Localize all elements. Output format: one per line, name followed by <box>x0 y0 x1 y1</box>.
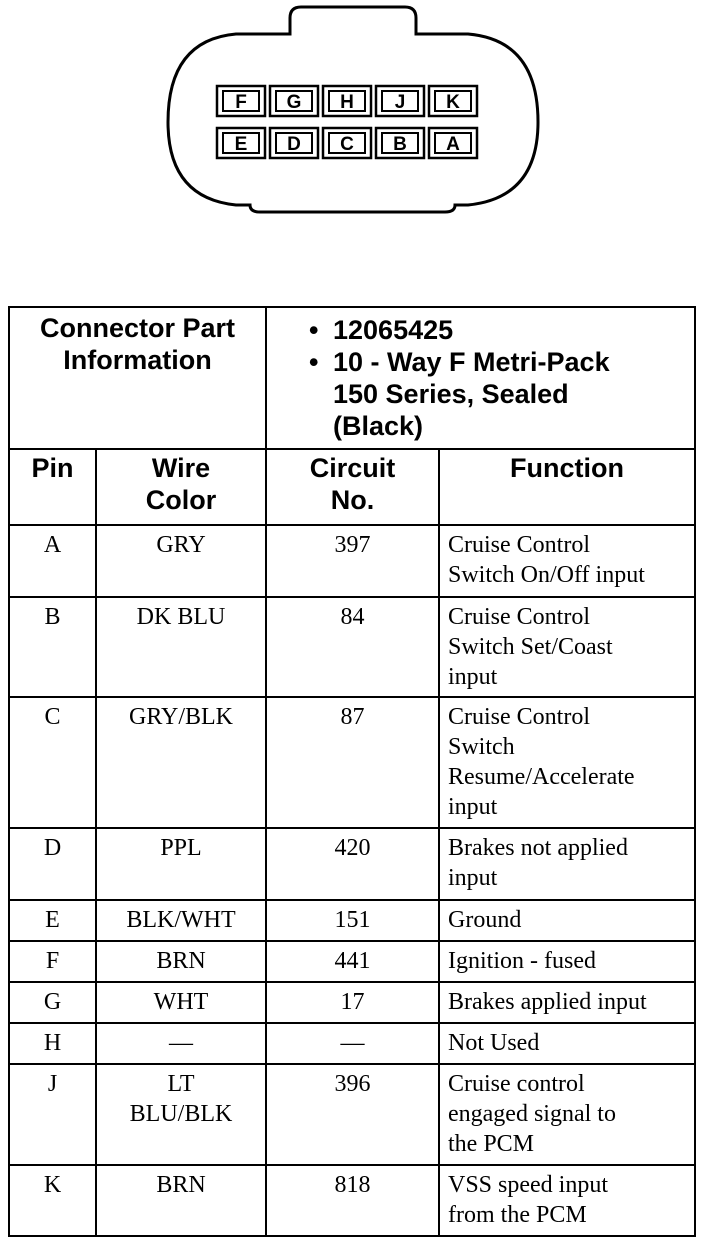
function-cell <box>439 982 695 1023</box>
function-line: the PCM <box>448 1131 535 1157</box>
function-line: Switch On/Off input <box>448 562 645 588</box>
wire-color-line: DK BLU <box>136 604 226 630</box>
table-row <box>9 525 695 597</box>
wire-color-line: WHT <box>153 989 209 1015</box>
function-cell <box>439 1023 695 1064</box>
connector-pin-g <box>270 86 318 116</box>
wire-color-cell <box>96 525 266 597</box>
function-line: Switch <box>448 734 515 760</box>
column-header-wire-color <box>96 449 266 525</box>
function-line: Cruise control <box>448 1071 585 1097</box>
connector-pin-label: D <box>287 134 301 155</box>
table-row <box>9 1165 695 1236</box>
connector-pin-d <box>270 128 318 158</box>
function-line: from the PCM <box>448 1202 587 1228</box>
wire-color-line: BRN <box>156 1172 206 1198</box>
function-line: engaged signal to <box>448 1101 616 1127</box>
connector-face-diagram <box>0 0 704 230</box>
connector-pin-label: A <box>446 134 460 155</box>
table-row <box>9 597 695 697</box>
wire-color-line: — <box>169 1030 193 1056</box>
bullet-icon: • <box>309 315 319 345</box>
circuit-no-cell: — <box>266 1023 439 1064</box>
part-info-item <box>309 346 694 442</box>
part-info-label-line: Connector Part <box>39 313 236 343</box>
wire-color-line: BLK/WHT <box>126 907 236 933</box>
function-cell <box>439 1064 695 1165</box>
function-line: Not Used <box>448 1030 540 1056</box>
pin-cell: F <box>9 941 96 982</box>
function-cell <box>439 828 695 900</box>
function-line: Cruise Control <box>448 604 590 630</box>
wire-color-cell <box>96 1023 266 1064</box>
connector-pin-label: B <box>393 134 407 155</box>
function-line: Ignition - fused <box>448 948 596 974</box>
function-line: input <box>448 664 498 690</box>
circuit-no-cell: 17 <box>266 982 439 1023</box>
circuit-no-cell: 151 <box>266 900 439 941</box>
function-line: Brakes applied input <box>448 989 647 1015</box>
function-cell <box>439 597 695 697</box>
function-line: input <box>448 865 498 891</box>
column-header-pin <box>9 449 96 525</box>
part-info-item-line: 10 - Way F Metri-Pack <box>333 347 610 377</box>
wire-color-cell <box>96 697 266 828</box>
bullet-icon: • <box>309 347 319 377</box>
function-cell <box>439 525 695 597</box>
circuit-no-cell: 818 <box>266 1165 439 1236</box>
wire-color-line: BLU/BLK <box>129 1101 233 1127</box>
connector-pin-label: C <box>340 134 354 155</box>
table-row <box>9 1064 695 1165</box>
connector-pin-label: K <box>446 92 460 113</box>
pin-cell: D <box>9 828 96 900</box>
function-cell <box>439 1165 695 1236</box>
connector-pin-f <box>217 86 265 116</box>
table-row <box>9 982 695 1023</box>
connector-pin-e <box>217 128 265 158</box>
wire-color-line: GRY <box>156 532 206 558</box>
column-header-row <box>9 449 695 525</box>
function-line: input <box>448 794 498 820</box>
wire-color-line: LT <box>167 1071 195 1097</box>
wire-color-cell <box>96 1165 266 1236</box>
part-info-label <box>9 307 266 449</box>
column-header-line: Circuit <box>309 453 396 483</box>
connector-pin-k <box>429 86 477 116</box>
column-header-line: Wire <box>151 453 211 483</box>
table-row <box>9 828 695 900</box>
column-header-function <box>439 449 695 525</box>
table-row <box>9 900 695 941</box>
connector-pin-j <box>376 86 424 116</box>
wire-color-cell <box>96 1064 266 1165</box>
part-info-item-line: 150 Series, Sealed <box>333 379 569 409</box>
wire-color-line: PPL <box>160 835 202 861</box>
table-row <box>9 941 695 982</box>
part-info-list <box>266 307 695 449</box>
connector-pin-label: H <box>340 92 354 113</box>
connector-pin-label: F <box>235 92 247 113</box>
function-line: Cruise Control <box>448 532 590 558</box>
connector-pin-b <box>376 128 424 158</box>
function-line: Switch Set/Coast <box>448 634 613 660</box>
wire-color-cell <box>96 982 266 1023</box>
function-cell <box>439 697 695 828</box>
wire-color-line: GRY/BLK <box>128 704 233 730</box>
circuit-no-cell: 441 <box>266 941 439 982</box>
pin-table <box>8 306 696 1237</box>
part-info-item-line: 12065425 <box>333 315 454 345</box>
pin-cell: A <box>9 525 96 597</box>
part-info-row <box>9 307 695 449</box>
pin-cell: K <box>9 1165 96 1236</box>
column-header-line: Function <box>510 453 624 483</box>
connector-pin-a <box>429 128 477 158</box>
wire-color-cell <box>96 828 266 900</box>
function-cell <box>439 941 695 982</box>
table-row <box>9 1023 695 1064</box>
connector-bottom-row <box>217 128 477 158</box>
function-line: VSS speed input <box>448 1172 609 1198</box>
connector-pin-label: E <box>234 134 248 155</box>
column-header-line: Pin <box>31 453 74 483</box>
circuit-no-cell: 397 <box>266 525 439 597</box>
function-cell <box>439 900 695 941</box>
part-info-item <box>309 314 694 346</box>
wire-color-line: BRN <box>156 948 206 974</box>
part-info-item-line: (Black) <box>333 411 424 441</box>
table-row <box>9 697 695 828</box>
circuit-no-cell: 420 <box>266 828 439 900</box>
pin-cell: H <box>9 1023 96 1064</box>
part-info-label-line: Information <box>63 345 212 375</box>
connector-top-row <box>217 86 477 116</box>
wire-color-cell <box>96 941 266 982</box>
column-header-line: Color <box>145 485 217 515</box>
column-header-line: No. <box>330 485 375 515</box>
function-line: Brakes not applied <box>448 835 628 861</box>
pin-cell: C <box>9 697 96 828</box>
pin-cell: J <box>9 1064 96 1165</box>
connector-pin-h <box>323 86 371 116</box>
function-line: Ground <box>448 907 522 933</box>
pin-cell: G <box>9 982 96 1023</box>
wire-color-cell <box>96 900 266 941</box>
connector-pin-label: G <box>286 92 302 113</box>
circuit-no-cell: 84 <box>266 597 439 697</box>
pin-cell: B <box>9 597 96 697</box>
connector-pin-c <box>323 128 371 158</box>
circuit-no-cell: 87 <box>266 697 439 828</box>
function-line: Cruise Control <box>448 704 590 730</box>
circuit-no-cell: 396 <box>266 1064 439 1165</box>
connector-pin-label: J <box>394 92 406 113</box>
column-header-circuit-no <box>266 449 439 525</box>
pin-cell: E <box>9 900 96 941</box>
wire-color-cell <box>96 597 266 697</box>
function-line: Resume/Accelerate <box>448 764 635 790</box>
